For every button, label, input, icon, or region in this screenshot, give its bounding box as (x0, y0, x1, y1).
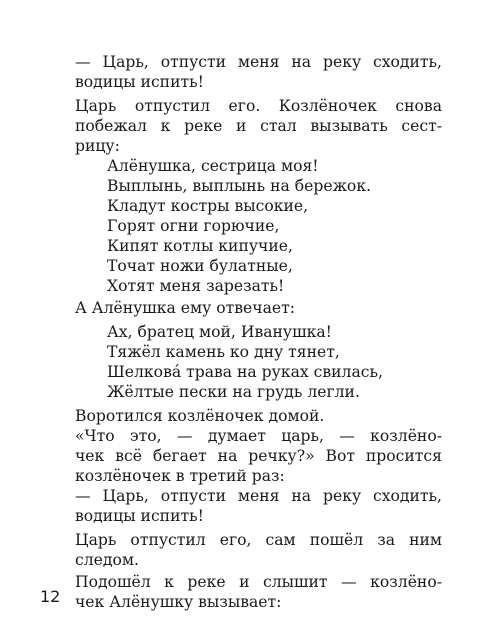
text-line: побежал к реке и стал вызывать сест- (75, 117, 442, 135)
page-number: 12 (40, 587, 61, 606)
verse-line: Шелкова́ трава на руках свилась, (107, 363, 383, 381)
text-line: водицы испить! (75, 73, 204, 91)
text-line: — Царь, отпусти меня на реку сходить, (75, 53, 442, 71)
text-line: следом. (75, 551, 139, 569)
text-line: водицы испить! (75, 507, 204, 525)
text-line: Царь отпустил его, сам пошёл за ним (75, 531, 442, 549)
verse-line: Горят огни горючие, (107, 217, 280, 235)
verse-line: Тяжёл камень ко дну тянет, (107, 343, 340, 361)
verse-line: Кладут костры высокие, (107, 197, 309, 215)
text-line: чек всё бегает на речку?» Вот просится (75, 447, 442, 465)
verse-line: Точат ножи булатные, (107, 257, 293, 275)
text-line: козлёночек в третий раз: (75, 467, 285, 485)
verse-line: Ах, братец мой, Иванушка! (107, 323, 332, 341)
text-line: рицу: (75, 137, 120, 155)
text-line: чек Алёнушку вызывает: (75, 593, 282, 611)
text-line: — Царь, отпусти меня на реку сходить, (75, 487, 442, 505)
text-line: «Что это, — думает царь, — козлёно- (75, 427, 442, 445)
text-line: Воротился козлёночек домой. (75, 407, 325, 425)
verse-line: Кипят котлы кипучие, (107, 237, 293, 255)
text-line: Подошёл к реке и слышит — козлёно- (75, 573, 442, 591)
verse-line: Алёнушка, сестрица моя! (107, 157, 319, 175)
text-line: А Алёнушка ему отвечает: (75, 299, 296, 317)
verse-line: Хотят меня зарезать! (107, 277, 285, 295)
text-line: Царь отпустил его. Козлёночек снова (75, 97, 442, 115)
verse-line: Жёлтые пески на грудь легли. (107, 383, 360, 401)
verse-line: Выплынь, выплынь на бережок. (107, 177, 372, 195)
